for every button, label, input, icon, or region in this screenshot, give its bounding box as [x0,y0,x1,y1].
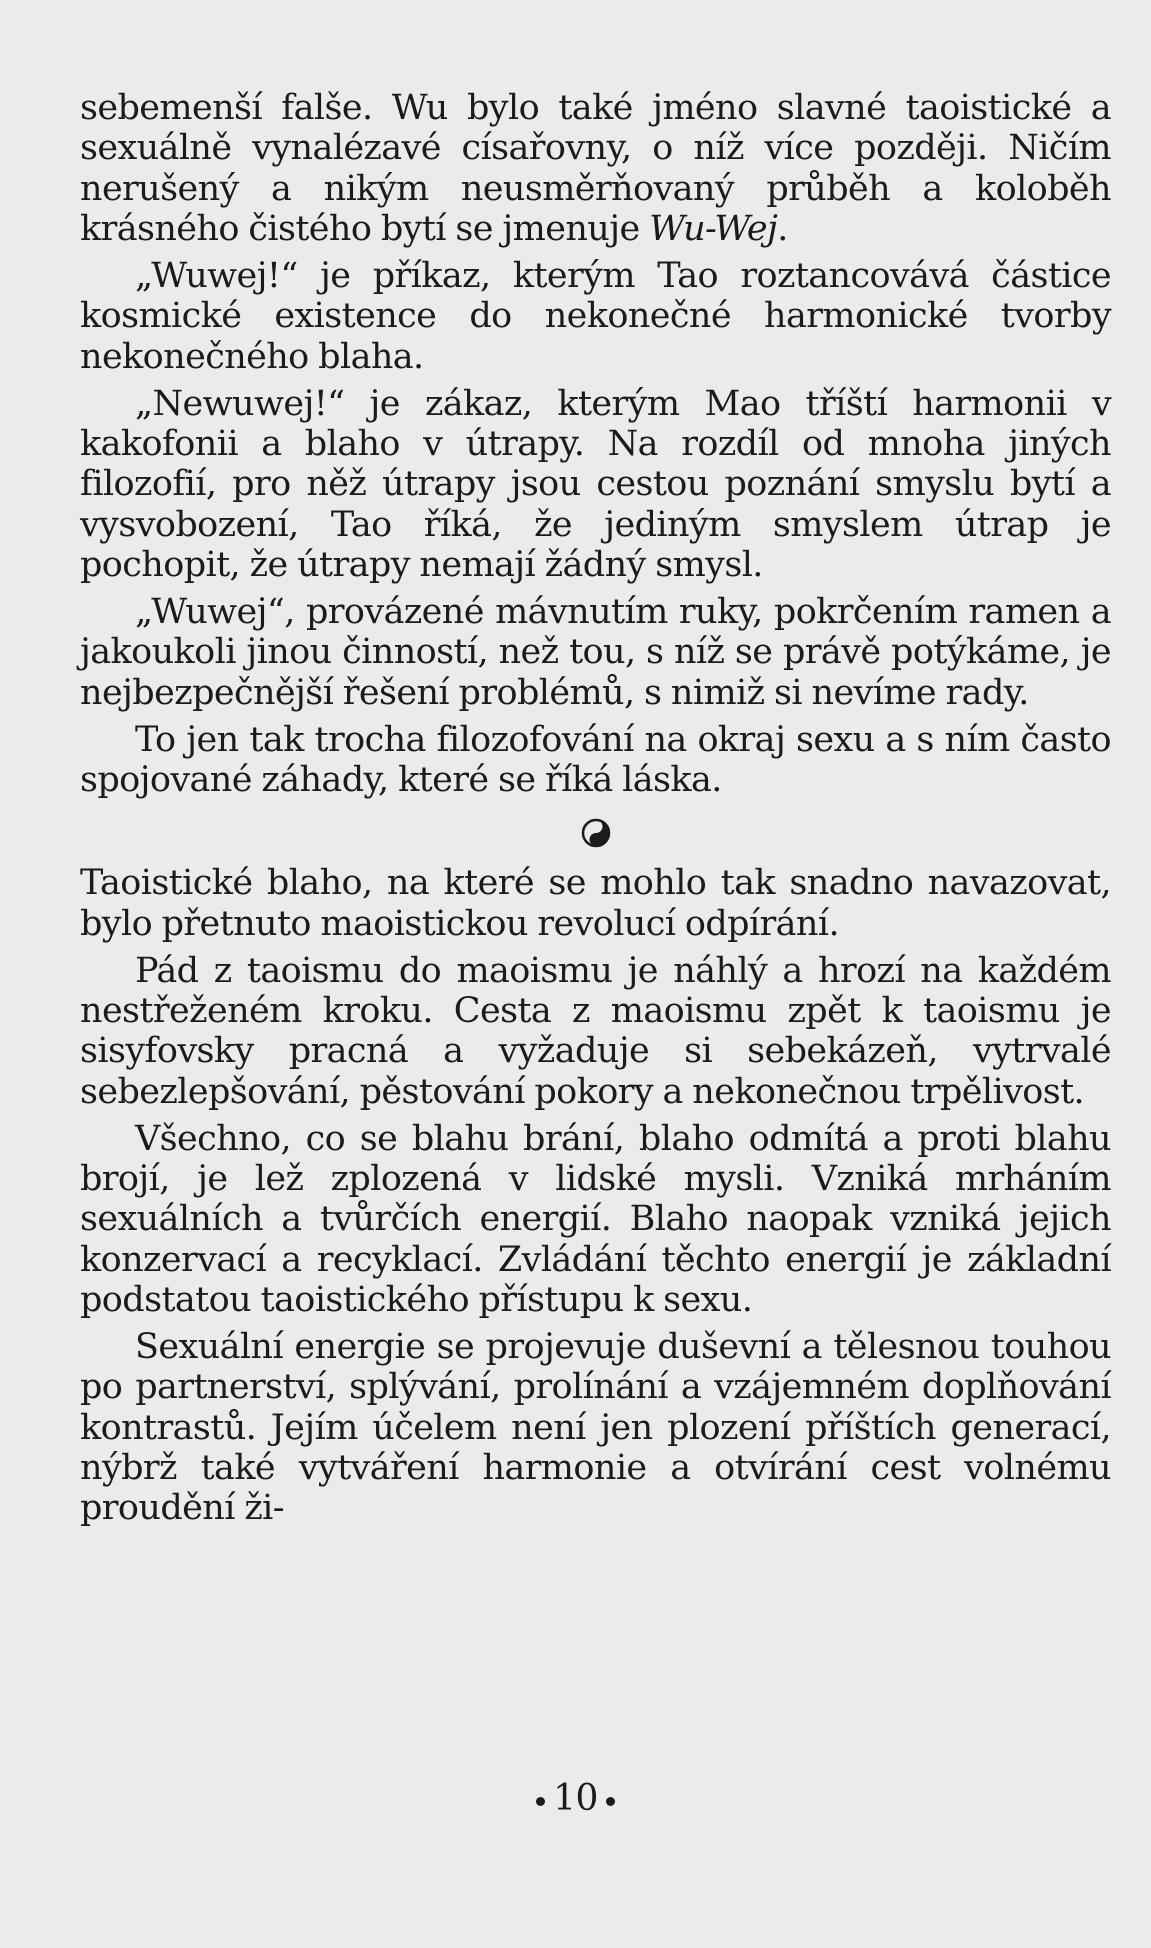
bullet-left-icon [536,1797,545,1806]
paragraph-6: Taoistické blaho, na které se mohlo tak snadno navazovat, bylo přetnuto maoistickou revolucí odpírání. [80,863,1111,944]
paragraph-5: To jen tak trocha filozofování na okraj sexu a s ním často spojované záhady, které se říká láska. [80,719,1111,800]
paragraph-2: „Wuwej!“ je příkaz, kterým Tao roztancovává částice kosmické existence do nekonečné harmonické tvorby nekonečného blaha. [80,256,1111,377]
paragraph-1-tail: . [777,208,788,249]
paragraph-7: Pád z taoismu do maoismu je náhlý a hrozí na každém nestřeženém kroku. Cesta z maoismu zpět k taoismu je sisyfovsky pracná a vyžaduje si sebekázeň, vytrvalé sebezlepšování, pěstování pokory a nekonečnou trpělivost. [80,950,1111,1112]
yin-yang-icon [581,818,611,848]
paragraph-1 [80,88,1111,249]
bullet-right-icon [606,1797,615,1806]
paragraph-9: Sexuální energie se projevuje duševní a tělesnou touhou po partnerství, splývání, prolínání a vzájemném doplňování kontrastů. Jejím účelem není jen plození příštích generací, nýbrž také vytváření harmonie a otvírání cest volnému proudění ži- [80,1327,1111,1528]
term-wu-wej: Wu-Wej [649,208,778,249]
paragraph-1-text: sebemenší falše. Wu bylo také jméno slavné taoistické a sexuálně vynalézavé císařovny, o níž více později. Ničím nerušený a nikým neusměrňovaný průběh a koloběh krásného čistého bytí se jmenuje [80,88,1111,249]
paragraph-4: „Wuwej“, provázené mávnutím ruky, pokrčením ramen a jakoukoli jinou činností, než tou, s níž se právě potýkáme, je nejbezpečnější řešení problémů, s nimiž si nevíme rady. [80,592,1111,713]
body-text [80,88,1111,1528]
section-divider [80,807,1111,859]
paragraph-3: „Newuwej!“ je zákaz, kterým Mao tříští harmonii v kakofonii a blaho v útrapy. Na rozdíl od mnoha jiných filozofií, pro něž útrapy jsou cestou poznání smyslu bytí a vysvobození, Tao říká, že jediným smyslem útrap je pochopit, že útrapy nemají žádný smysl. [80,383,1111,585]
page-number: 10 [553,1778,598,1819]
page-number-footer [0,1778,1151,1819]
paragraph-8: Všechno, co se blahu brání, blaho odmítá a proti blahu brojí, je lež zplozená v lidské mysli. Vzniká mrháním sexuálních a tvůrčích energií. Blaho naopak vzniká jejich konzervací a recyklací. Zvládání těchto energií je základní podstatou taoistického přístupu k sexu. [80,1118,1111,1320]
